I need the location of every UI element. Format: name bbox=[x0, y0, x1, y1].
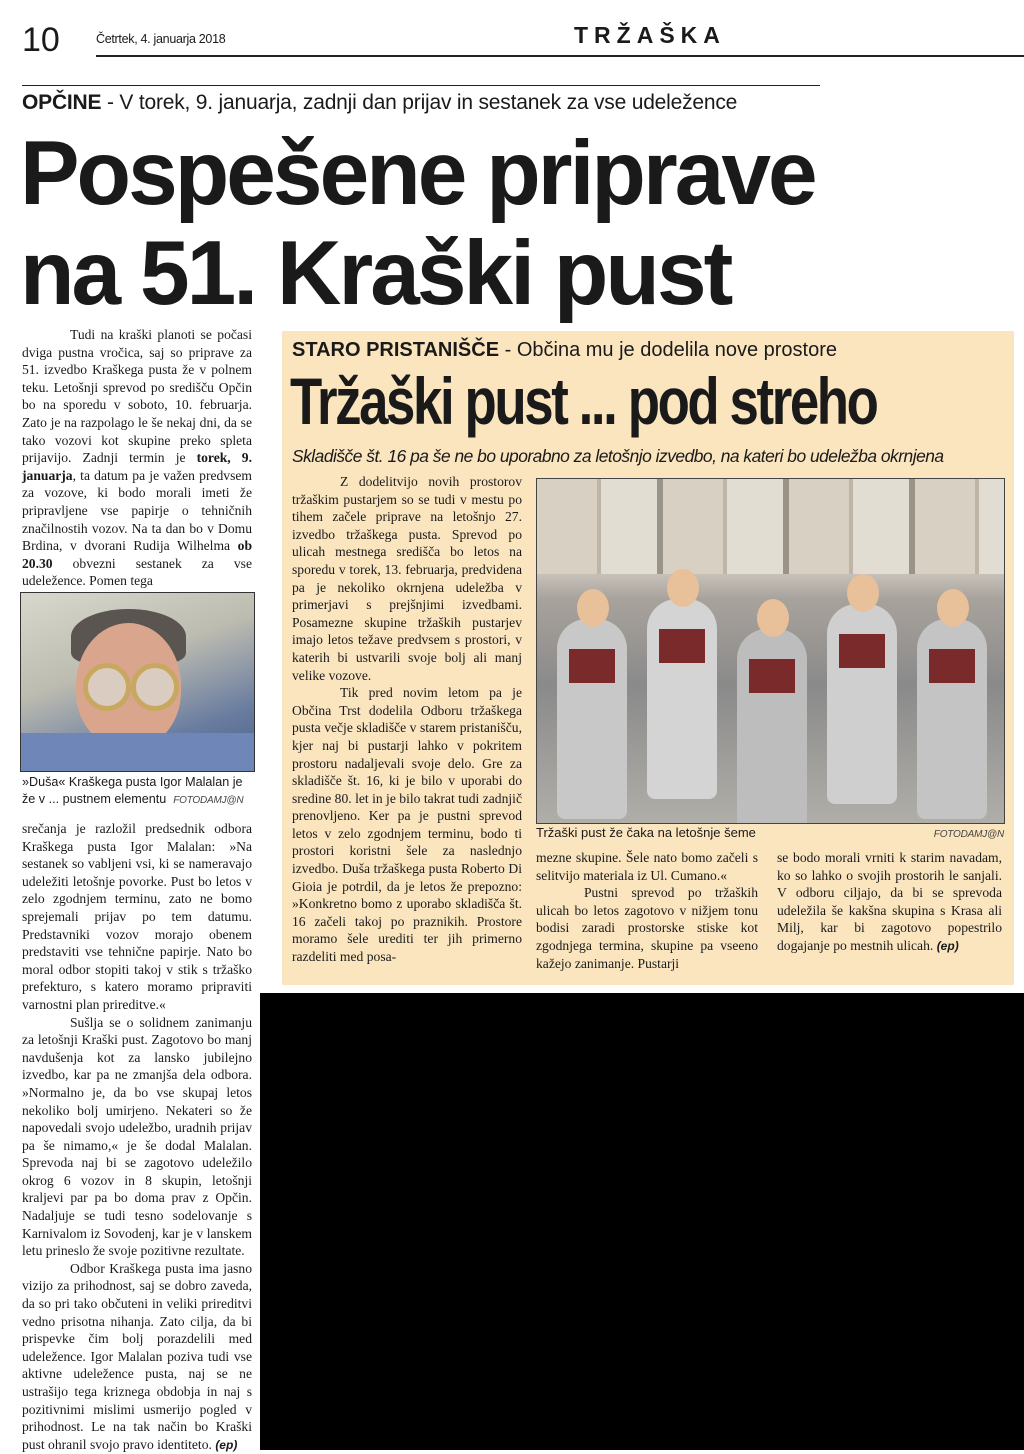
boxed-article-headline: Tržaški pust ... pod streho bbox=[290, 364, 877, 438]
boxed-article-kicker bbox=[292, 337, 837, 363]
section-title: TRŽAŠKA bbox=[574, 22, 726, 48]
kicker-text: - V torek, 9. januarja, zadnji dan prijav in sestanek za vse udeležence bbox=[101, 91, 738, 114]
carnival-dancers-photo bbox=[536, 478, 1005, 824]
boxed-article-column-3 bbox=[777, 849, 1002, 956]
body-paragraph: Tik pred novim letom pa je Občina Trst dodelila Odboru tržaškega pusta večje skladišče v starem pristanišču, kjer naj bi pustarji lahko v pokritem prostoru nadaljevali svoje delo. Gre za skladišče št. 16, ki je bilo v uporabi do sredine 80. let in je bilo takrat tudi zadnjič prenovljeno. Ker pa je pustni sprevod letos v zelo zgodnjem terminu, bodo ti prostori koristni šele za naslednjo izvedbo. Duša tržaškega pusta Roberto Di Gioia je potrdil, da je letos že prepozno: »Konkretno bomo z uporabo skladišča št. 16 začeli takoj po praznikih. Prostore moramo šele urediti ter jih primerno razdeliti med posa- bbox=[292, 685, 522, 965]
article-body-column-1 bbox=[22, 326, 252, 590]
deadline-date: torek, 9. januarja bbox=[22, 450, 252, 483]
body-paragraph: Pustni sprevod po tržaških ulicah bo letos zagotovo v nižjem tonu bodisi zaradi prostorske stiske kot zgodnjega termina, skupine pa vseeno kažejo zanimanje. Pustarji bbox=[536, 885, 758, 971]
article-headline bbox=[20, 124, 1000, 324]
headline-line-1: Pospešene priprave bbox=[20, 123, 815, 224]
photo-caption: Tržaški pust že čaka na letošnje šeme FOTODAMJ@N bbox=[536, 824, 1004, 842]
boxed-article-column-1 bbox=[292, 473, 522, 966]
headline-line-2: na 51. Kraški pust bbox=[20, 223, 731, 324]
boxed-article-column-2 bbox=[536, 849, 758, 972]
page-number: 10 bbox=[22, 21, 60, 59]
body-paragraph: Sušlja se o solidnem zanimanju za letošnji Kraški pust. Zagotovo bo manj navdušenja kot za lansko jubilejno izvedbo, kar pa ne zmanjša dela odbora. »Normalno je, da bo vse skupaj letos nekoliko bolj umirjeno. Nekateri so že napovedali svojo udeležbo, uradnih prijav pa še nimamo,« je še dodal Malalan. Sprevoda naj bi se zagotovo udeležilo okrog 6 vozov in 8 skupin, letošnji kraljevi par pa bo doma prav z Opčin. Nadaljuje se tudi tesno sodelovanje s Karnivalom iz Sovodenj, kar je v lanskem letu prineslo že svoje pozitivne rezultate. bbox=[22, 1014, 252, 1259]
body-paragraph: Z dodelitvijo novih prostorov tržaškim pustarjem so se tudi v mestu po tihem začele priprave na letošnjo 27. izvedbo tržaškega pusta. Sprevod po ulicah mestnega središča bo letos na sporedu v torek, 13. februarja, predvidena pa je nekoliko okrnjena udeležba v primerjavi s prejšnjimi izvedbami. Posamezne skupine tržaških pustarjev imajo letos težave predvsem s prostori, v katerih bi ustvarili svoje bolj ali manj velike vozove. bbox=[292, 474, 522, 683]
article-body-column-1-continued bbox=[22, 820, 252, 1454]
boxed-article bbox=[282, 331, 1014, 985]
photo-credit: FOTODAMJ@N bbox=[173, 795, 244, 806]
meeting-time: ob 20.30 bbox=[22, 538, 252, 571]
issue-date: Četrtek, 4. januarja 2018 bbox=[96, 32, 226, 46]
advertisement-placeholder bbox=[260, 993, 1024, 1450]
body-paragraph: srečanja je razložil predsednik odbora Kraškega pusta Igor Malalan: »Na sestanek so vabljeni vsi, ki se nameravajo udeležiti letošnje povorke. Pust bo letos v zelo zgodnjem terminu, zato ne bomo sprejemali prijav po tem datumu. Predstavniki vozov morajo obenem predstaviti vse tehnične papirje. Nato bo moral odbor stopiti takoj v stik s tržaško prefekturo, s katero moramo pripraviti varnostni plan prireditve.« bbox=[22, 821, 252, 1012]
masthead-rule bbox=[96, 55, 1024, 57]
body-paragraph: Odbor Kraškega pusta ima jasno vizijo za prihodnost, saj se dobro zaveda, da so pri tako občuteni in veliki prireditvi vedno prisotna nihanja. Zato cilja, da bi prispevke čim bolj porazdelili med udeležence. Igor Malalan poziva tudi vse aktivne udeležence pusta, naj se ne ustrašijo tega kriznega obdobja in naj s pozitivnimi mislimi usmerijo pogled v prihodnost. Le na tak način bo Kraški pust ohranil svojo pravo identiteto. (ep) bbox=[22, 1260, 252, 1452]
body-paragraph: Tudi na kraški planoti se počasi dviga pustna vročica, saj so priprave za 51. izvedbo Kraškega pusta že v polnem teku. Letošnji sprevod po središču Opčin bo na sporedu v soboto, 10. februarja. Zato je na razpolago le še nekaj dni, da se tako vozovi kot skupine preko spleta prijavijo. Zadnji termin je torek, 9. januarja, ta datum pa je važen predvsem za vozove, ki bodo morali imeti že pripravljene vse papirje o tehničnih značilnostih vozov. Na ta dan bo v Domu Brdina, v dvorani Rudija Wilhelma ob 20.30 obvezni sestanek za vse udeležence. Pomen tega bbox=[22, 327, 252, 589]
kicker-label: OPČINE bbox=[22, 91, 102, 114]
portrait-photo bbox=[20, 592, 255, 772]
photo-credit: FOTODAMJ@N bbox=[933, 829, 1004, 840]
author-signature: (ep) bbox=[215, 1437, 238, 1452]
photo-caption: »Duša« Kraškega pusta Igor Malalan je že v ... pustnem elementu FOTODAMJ@N bbox=[22, 775, 244, 806]
article-kicker bbox=[22, 90, 737, 116]
kicker-text: - Občina mu je dodelila nove prostore bbox=[499, 339, 838, 361]
kicker-rule bbox=[22, 85, 820, 86]
author-signature: (ep) bbox=[936, 938, 959, 953]
body-paragraph: se bodo morali vrniti k starim navadam, ko so lahko o svojih prostorih le sanjali. V odboru ciljajo, da bi se sprevoda udeležila še kakšna skupina s Krasa ali Milj, kar bi zagotovo popestrilo dogajanje po mestnih ulicah. (ep) bbox=[777, 850, 1002, 953]
body-paragraph: mezne skupine. Šele nato bomo začeli s selitvijo materiala iz Ul. Cumano.« bbox=[536, 850, 758, 883]
kicker-label: STARO PRISTANIŠČE bbox=[292, 339, 500, 361]
boxed-article-deck: Skladišče št. 16 pa še ne bo uporabno za letošnjo izvedbo, na kateri bo udeležba okrnjena bbox=[292, 446, 944, 466]
